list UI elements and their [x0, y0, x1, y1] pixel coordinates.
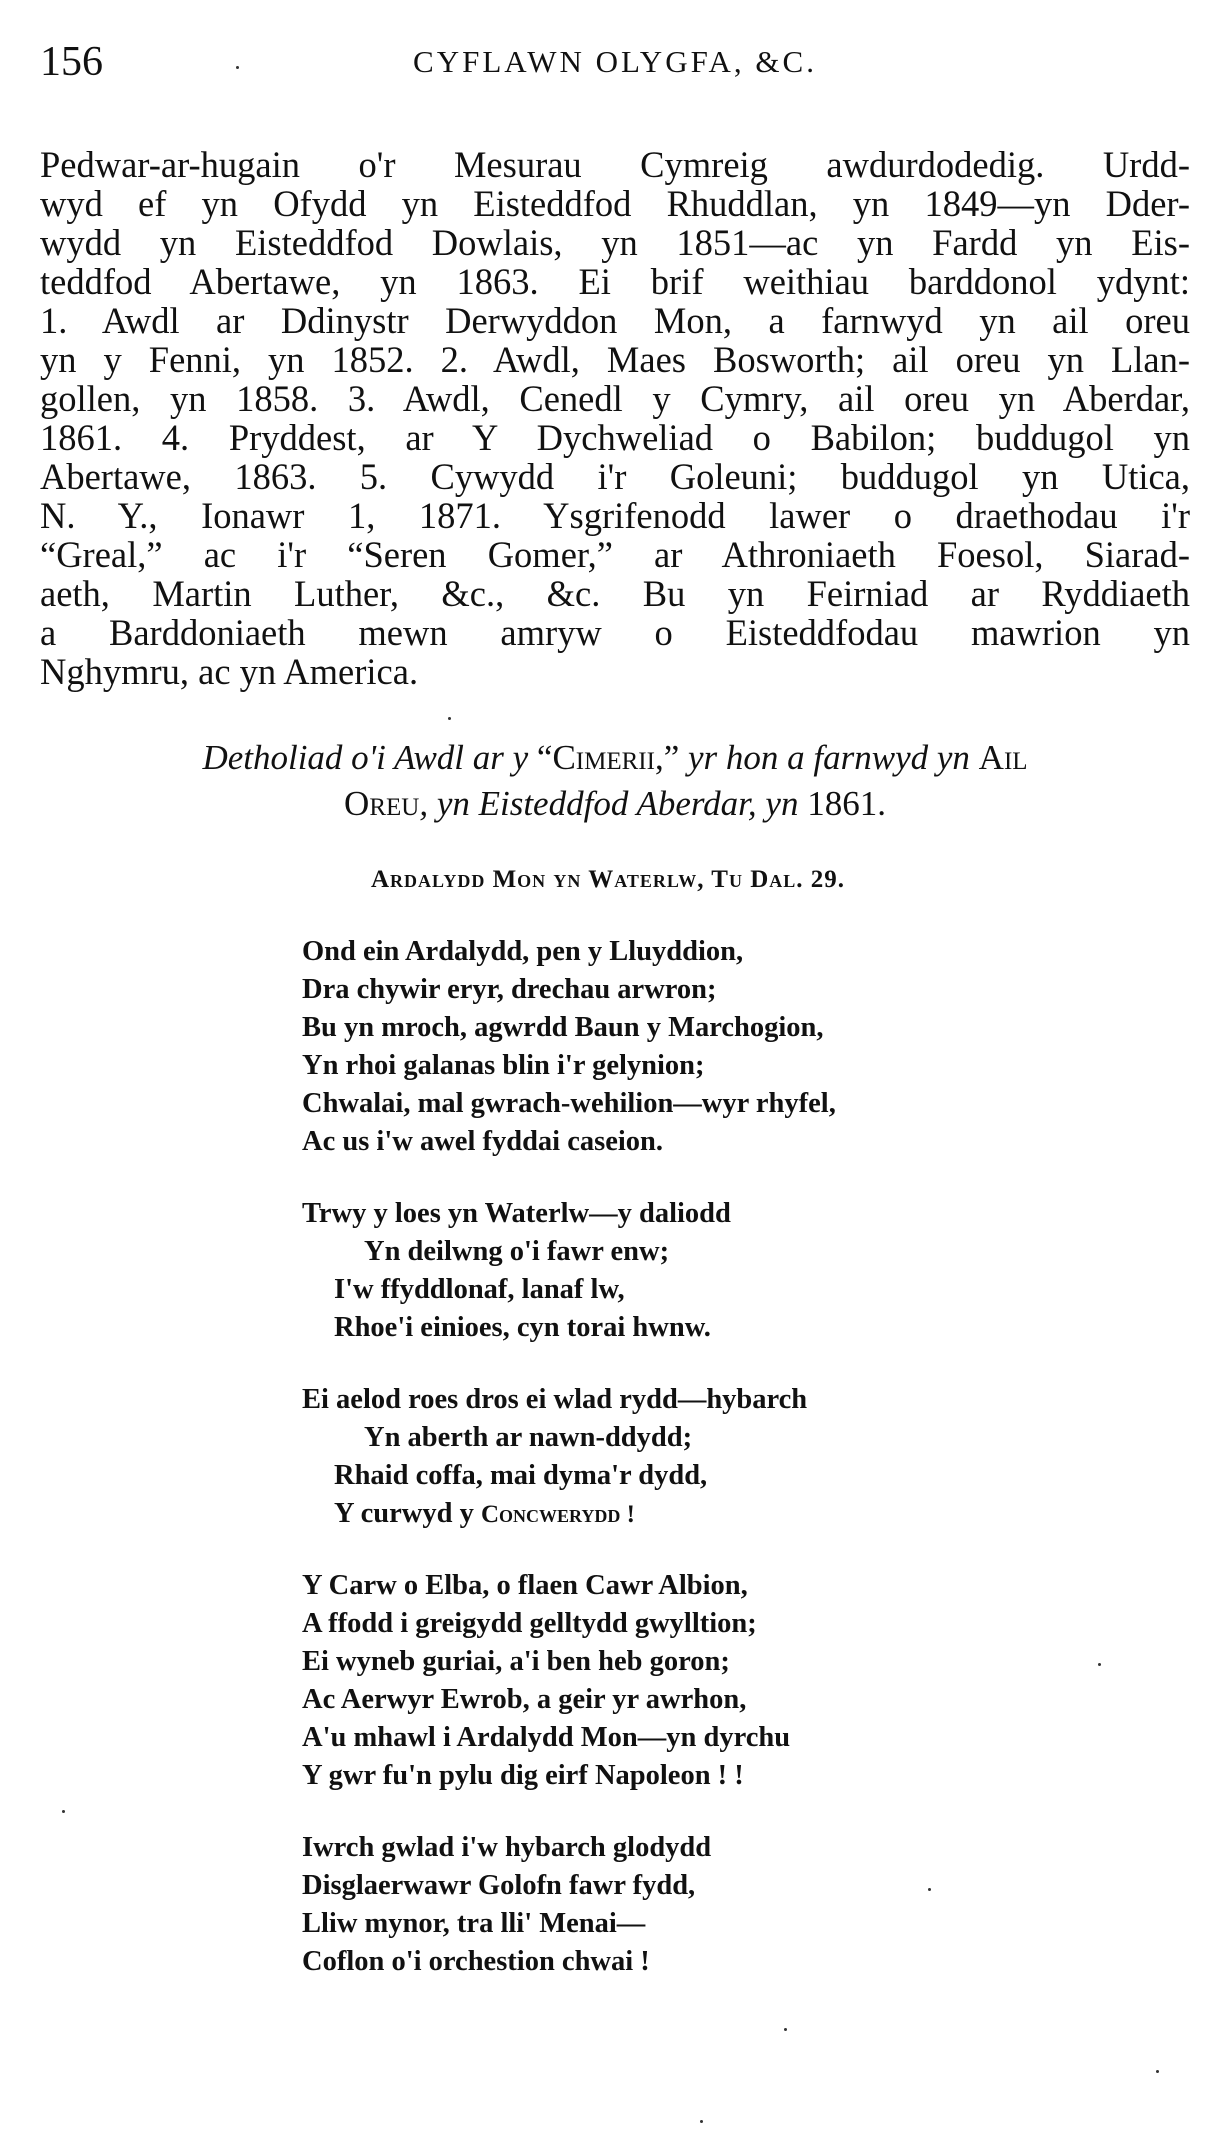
poem-verse: [302, 1381, 1022, 1419]
verse-text: Lliw mynor, tra lli' Menai—: [302, 1908, 646, 1939]
heading-text: Detholiad o'i Awdl ar y: [202, 738, 537, 777]
extract-heading: [40, 735, 1190, 827]
section-caption: Ardalydd Mon yn Waterlw, Tu Dal. 29.: [370, 866, 846, 893]
heading-small-caps: Oreu: [344, 784, 420, 823]
verse-text: Chwalai, mal gwrach-wehilion—wyr rhyfel,: [302, 1088, 836, 1119]
verse-text: Ac us i'w awel fyddai caseion.: [302, 1126, 664, 1157]
page-header: [40, 38, 1190, 98]
print-speck: [236, 66, 239, 69]
poem-verse: [302, 1271, 1022, 1309]
page-number: 156: [40, 39, 103, 85]
heading-small-caps: Ail: [978, 738, 1028, 777]
verse-text: A ffodd i greigydd gelltydd gwylltion;: [302, 1608, 757, 1639]
verse-text: Trwy y loes yn Waterlw—y daliodd: [302, 1198, 731, 1229]
body-line: teddfod Abertawe, yn 1863. Ei brif weithiau barddonol ydynt:: [40, 261, 1190, 302]
verse-text: Ei aelod roes dros ei wlad rydd—hybarch: [302, 1384, 808, 1415]
verse-text: Coflon o'i orchestion chwai !: [302, 1946, 650, 1977]
body-line: N. Y., Ionawr 1, 1871. Ysgrifenodd lawer o draethodau i'r: [40, 495, 1190, 536]
poem-verse: [302, 971, 1022, 1009]
poem-verse: [302, 1605, 1022, 1643]
poem-stanza: [302, 1829, 1022, 1981]
poem: [302, 933, 1022, 2015]
body-line: Abertawe, 1863. 5. Cywydd i'r Goleuni; buddugol yn Utica,: [40, 456, 1190, 497]
verse-text: Rhaid coffa, mai dyma'r dydd,: [334, 1460, 708, 1491]
body-line: gollen, yn 1858. 3. Awdl, Cenedl y Cymry, ail oreu yn Aberdar,: [40, 378, 1190, 419]
poem-verse: [302, 1085, 1022, 1123]
verse-small-caps: Concwerydd !: [480, 1501, 635, 1528]
verse-text: Y gwr fu'n pylu dig eirf Napoleon ! !: [302, 1760, 744, 1791]
verse-text: Rhoe'i einioes, cyn torai hwnw.: [334, 1312, 711, 1343]
verse-text: Iwrch gwlad i'w hybarch glodydd: [302, 1832, 712, 1863]
body-line: wydd yn Eisteddfod Dowlais, yn 1851—ac yn Fardd yn Eis-: [40, 222, 1190, 263]
poem-verse: [302, 1047, 1022, 1085]
body-line: a Barddoniaeth mewn amryw o Eisteddfodau mawrion yn: [40, 612, 1190, 653]
poem-verse: [302, 1905, 1022, 1943]
poem-verse: [302, 933, 1022, 971]
verse-text: Y Carw o Elba, o flaen Cawr Albion,: [302, 1570, 748, 1601]
poem-verse: [302, 1495, 1022, 1533]
verse-text: Dra chywir eryr, drechau arwron;: [302, 974, 717, 1005]
print-speck: [1098, 1663, 1101, 1666]
print-speck: [1156, 2070, 1159, 2073]
poem-stanza: [302, 933, 1022, 1161]
print-speck: [928, 1888, 931, 1891]
verse-text: Yn rhoi galanas blin i'r gelynion;: [302, 1050, 705, 1081]
poem-verse: [302, 1681, 1022, 1719]
poem-verse: [302, 1567, 1022, 1605]
poem-stanza: [302, 1381, 1022, 1533]
poem-verse: [302, 1419, 1022, 1457]
print-speck: [700, 2120, 703, 2123]
body-line: “Greal,” ac i'r “Seren Gomer,” ar Athroniaeth Foesol, Siarad-: [40, 534, 1190, 575]
poem-verse: [302, 1457, 1022, 1495]
body-line: 1. Awdl ar Ddinystr Derwyddon Mon, a farnwyd yn ail oreu: [40, 300, 1190, 341]
verse-text: Yn aberth ar nawn-ddydd;: [364, 1422, 693, 1453]
body-line: yn y Fenni, yn 1852. 2. Awdl, Maes Bosworth; ail oreu yn Llan-: [40, 339, 1190, 380]
verse-text: Y curwyd y: [334, 1498, 481, 1529]
body-paragraph: [40, 145, 1190, 691]
print-speck: [784, 2028, 787, 2031]
print-speck: [448, 717, 451, 720]
verse-text: Bu yn mroch, agwrdd Baun y Marchogion,: [302, 1012, 824, 1043]
print-speck: [62, 1810, 65, 1813]
poem-verse: [302, 1867, 1022, 1905]
heading-text: , yn Eisteddfod Aberdar, yn: [419, 784, 808, 823]
poem-verse: [302, 1123, 1022, 1161]
poem-verse: [302, 1643, 1022, 1681]
verse-text: A'u mhawl i Ardalydd Mon—yn dyrchu: [302, 1722, 791, 1753]
body-line: Nghymru, ac yn America.: [40, 651, 419, 692]
poem-verse: [302, 1009, 1022, 1047]
verse-text: Ei wyneb guriai, a'i ben heb goron;: [302, 1646, 730, 1677]
poem-verse: [302, 1829, 1022, 1867]
heading-text: yr hon a farnwyd yn: [679, 738, 979, 777]
heading-small-caps: “Cimerii,”: [536, 738, 680, 777]
verse-text: Yn deilwng o'i fawr enw;: [364, 1236, 670, 1267]
extract-heading-line-2: [40, 781, 1190, 827]
poem-verse: [302, 1195, 1022, 1233]
body-line: Pedwar-ar-hugain o'r Mesurau Cymreig awdurdodedig. Urdd-: [40, 144, 1190, 185]
verse-text: I'w ffyddlonaf, lanaf lw,: [334, 1274, 625, 1305]
body-line: aeth, Martin Luther, &c., &c. Bu yn Feirniad ar Ryddiaeth: [40, 573, 1190, 614]
extract-heading-line-1: [40, 735, 1190, 781]
running-head: CYFLAWN OLYGFA, &C.: [413, 44, 817, 79]
poem-verse: [302, 1309, 1022, 1347]
poem-stanza: [302, 1567, 1022, 1795]
body-line: wyd ef yn Ofydd yn Eisteddfod Rhuddlan, yn 1849—yn Dder-: [40, 183, 1190, 224]
poem-verse: [302, 1943, 1022, 1981]
verse-text: Ond ein Ardalydd, pen y Lluyddion,: [302, 936, 744, 967]
verse-text: Disglaerwawr Golofn fawr fydd,: [302, 1870, 696, 1901]
poem-verse: [302, 1233, 1022, 1271]
body-line: 1861. 4. Pryddest, ar Y Dychweliad o Babilon; buddugol yn: [40, 417, 1190, 458]
verse-text: Ac Aerwyr Ewrob, a geir yr awrhon,: [302, 1684, 747, 1715]
poem-verse: [302, 1757, 1022, 1795]
heading-year: 1861.: [807, 784, 886, 823]
poem-verse: [302, 1719, 1022, 1757]
poem-stanza: [302, 1195, 1022, 1347]
